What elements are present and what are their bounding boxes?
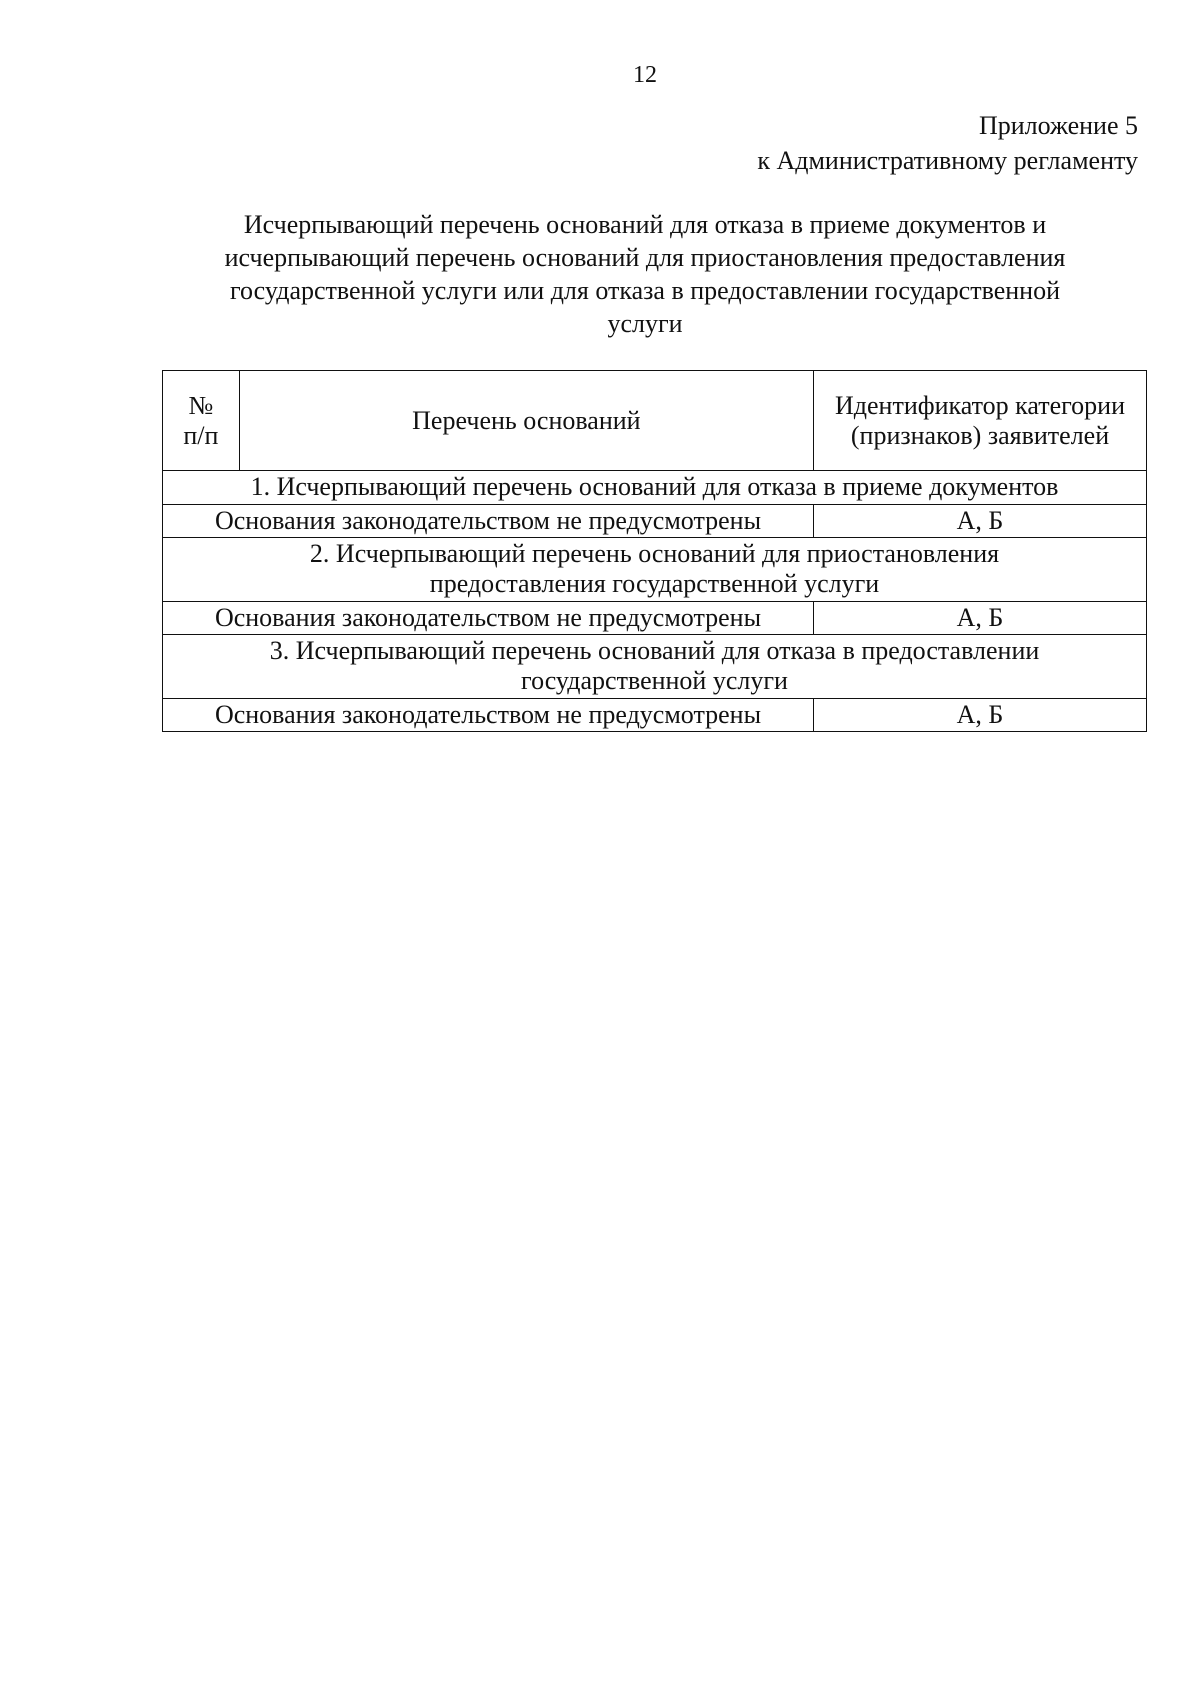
section-heading-line: 2. Исчерпывающий перечень оснований для приостановления — [309, 539, 1000, 568]
header-identifier-cell — [814, 371, 1147, 471]
reason-cell: Основания законодательством не предусмотрены — [163, 699, 814, 732]
section-heading-line: государственной услуги — [521, 666, 788, 695]
section-heading-cell — [163, 635, 1147, 699]
header-number-label: п/п — [183, 420, 219, 450]
reason-cell: Основания законодательством не предусмотрены — [163, 505, 814, 538]
section-heading-cell — [163, 471, 1147, 505]
grounds-table — [162, 370, 1147, 732]
identifier-cell: А, Б — [814, 505, 1147, 538]
page-number: 12 — [633, 62, 657, 88]
appendix-number: Приложение 5 — [978, 111, 1138, 140]
document-title — [150, 208, 1140, 340]
section-heading-row — [163, 471, 1147, 505]
header-list-cell: Перечень оснований — [239, 371, 813, 471]
reason-cell: Основания законодательством не предусмотрены — [163, 602, 814, 635]
header-number-sign: № — [188, 390, 214, 420]
table-header-row — [163, 371, 1147, 471]
header-number-cell — [163, 371, 240, 471]
identifier-cell: А, Б — [814, 699, 1147, 732]
appendix-caption — [757, 108, 1138, 178]
table-row — [163, 505, 1147, 538]
section-heading-cell — [163, 538, 1147, 602]
section-heading-line: 1. Исчерпывающий перечень оснований для отказа в приеме документов — [250, 472, 1059, 501]
table-row — [163, 602, 1147, 635]
section-heading-line: предоставления государственной услуги — [429, 569, 880, 598]
identifier-cell: А, Б — [814, 602, 1147, 635]
section-heading-row — [163, 538, 1147, 602]
appendix-reference: к Административному регламенту — [757, 146, 1138, 175]
title-line: Исчерпывающий перечень оснований для отказа в приеме документов и — [243, 210, 1047, 239]
header-identifier-line: Идентификатор категории — [835, 390, 1125, 420]
title-line: услуги — [607, 309, 683, 338]
section-heading-line: 3. Исчерпывающий перечень оснований для отказа в предоставлении — [269, 636, 1040, 665]
header-identifier-line: (признаков) заявителей — [850, 420, 1110, 450]
title-line: исчерпывающий перечень оснований для приостановления предоставления — [224, 243, 1066, 272]
section-heading-row — [163, 635, 1147, 699]
title-line: государственной услуги или для отказа в предоставлении государственной — [230, 276, 1060, 305]
table-row — [163, 699, 1147, 732]
